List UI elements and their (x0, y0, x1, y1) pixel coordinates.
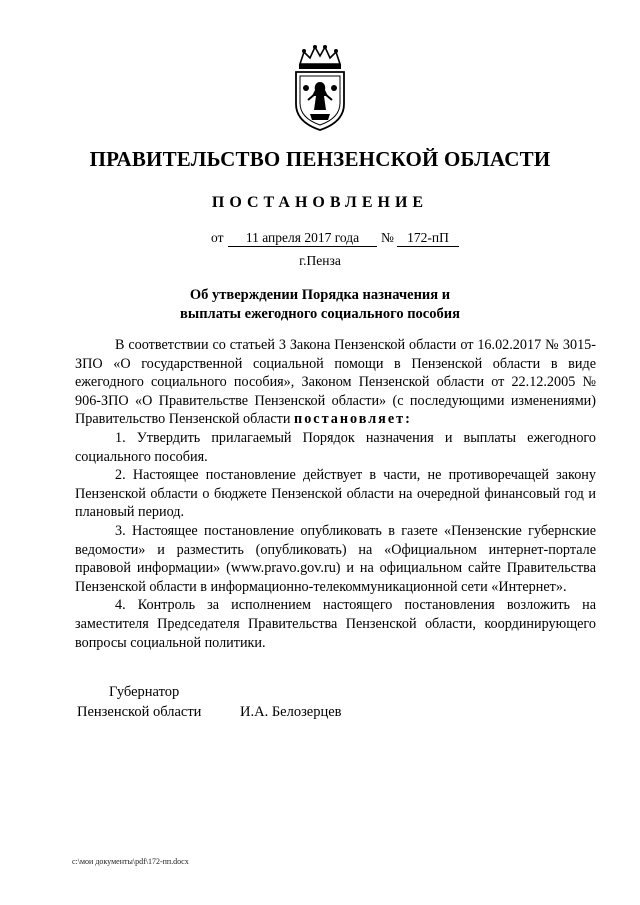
heading-line-2: выплаты ежегодного социального пособия (180, 306, 460, 322)
government-title: ПРАВИТЕЛЬСТВО ПЕНЗЕНСКОЙ ОБЛАСТИ (89, 147, 551, 171)
signer-name: И.А. Белозерцев (240, 704, 342, 720)
item-paragraph-2: 2. Настоящее постановление действует в части, не противоречащей закону Пензенской области о бюджете Пензенской области на очередной финансовый год и плановый период. (75, 467, 596, 521)
document-number: 172-пП (397, 230, 459, 247)
signer-position-line-1: Губернатор (109, 684, 180, 700)
resolves-word: постановляет: (294, 411, 412, 428)
document-type: ПОСТАНОВЛЕНИЕ (211, 194, 429, 211)
city: г.Пенза (299, 253, 341, 268)
coat-of-arms-icon (288, 44, 352, 132)
item-paragraph-4: 4. Контроль за исполнением настоящего постановления возложить на заместителя Председателя Правительства Пензенской области, координирующего вопросы социальной политики. (75, 597, 596, 651)
preamble-paragraph (75, 336, 596, 429)
preamble-text: В соответствии со статьей 3 Закона Пензенской области от 16.02.2017 № 3015-ЗПО «О государственной социальной помощи в Пензенской области в виде ежегодного социального пособия», Законом Пензенской области от 22.12.2005 № 906-ЗПО «О Правительстве Пензенской области» (с последующими изменениями) Правительство Пензенской области (75, 337, 596, 428)
heading-line-1: Об утверждении Порядка назначения и (189, 287, 451, 303)
footer-file-path: c:\мои документы\pdf\172-пп.docx (72, 857, 189, 866)
document-body (75, 336, 596, 652)
document-heading (0, 286, 640, 324)
item-paragraph-1: 1. Утвердить прилагаемый Порядок назначения и выплаты ежегодного социального пособия. (75, 429, 596, 465)
number-prefix: № (381, 230, 394, 245)
document-date: 11 апреля 2017 года (228, 230, 377, 247)
item-paragraph-3: 3. Настоящее постановление опубликовать в газете «Пензенские губернские ведомости» и разместить (опубликовать) на «Официальном интернет-портале правовой информации» (www.pravo.gov.ru) и на официальном сайте Правительства Пензенской области в информационно-телекоммуникационной сети «Интернет». (75, 522, 596, 595)
signer-position-line-2: Пензенской области (77, 704, 202, 720)
date-prefix: от (211, 230, 224, 245)
